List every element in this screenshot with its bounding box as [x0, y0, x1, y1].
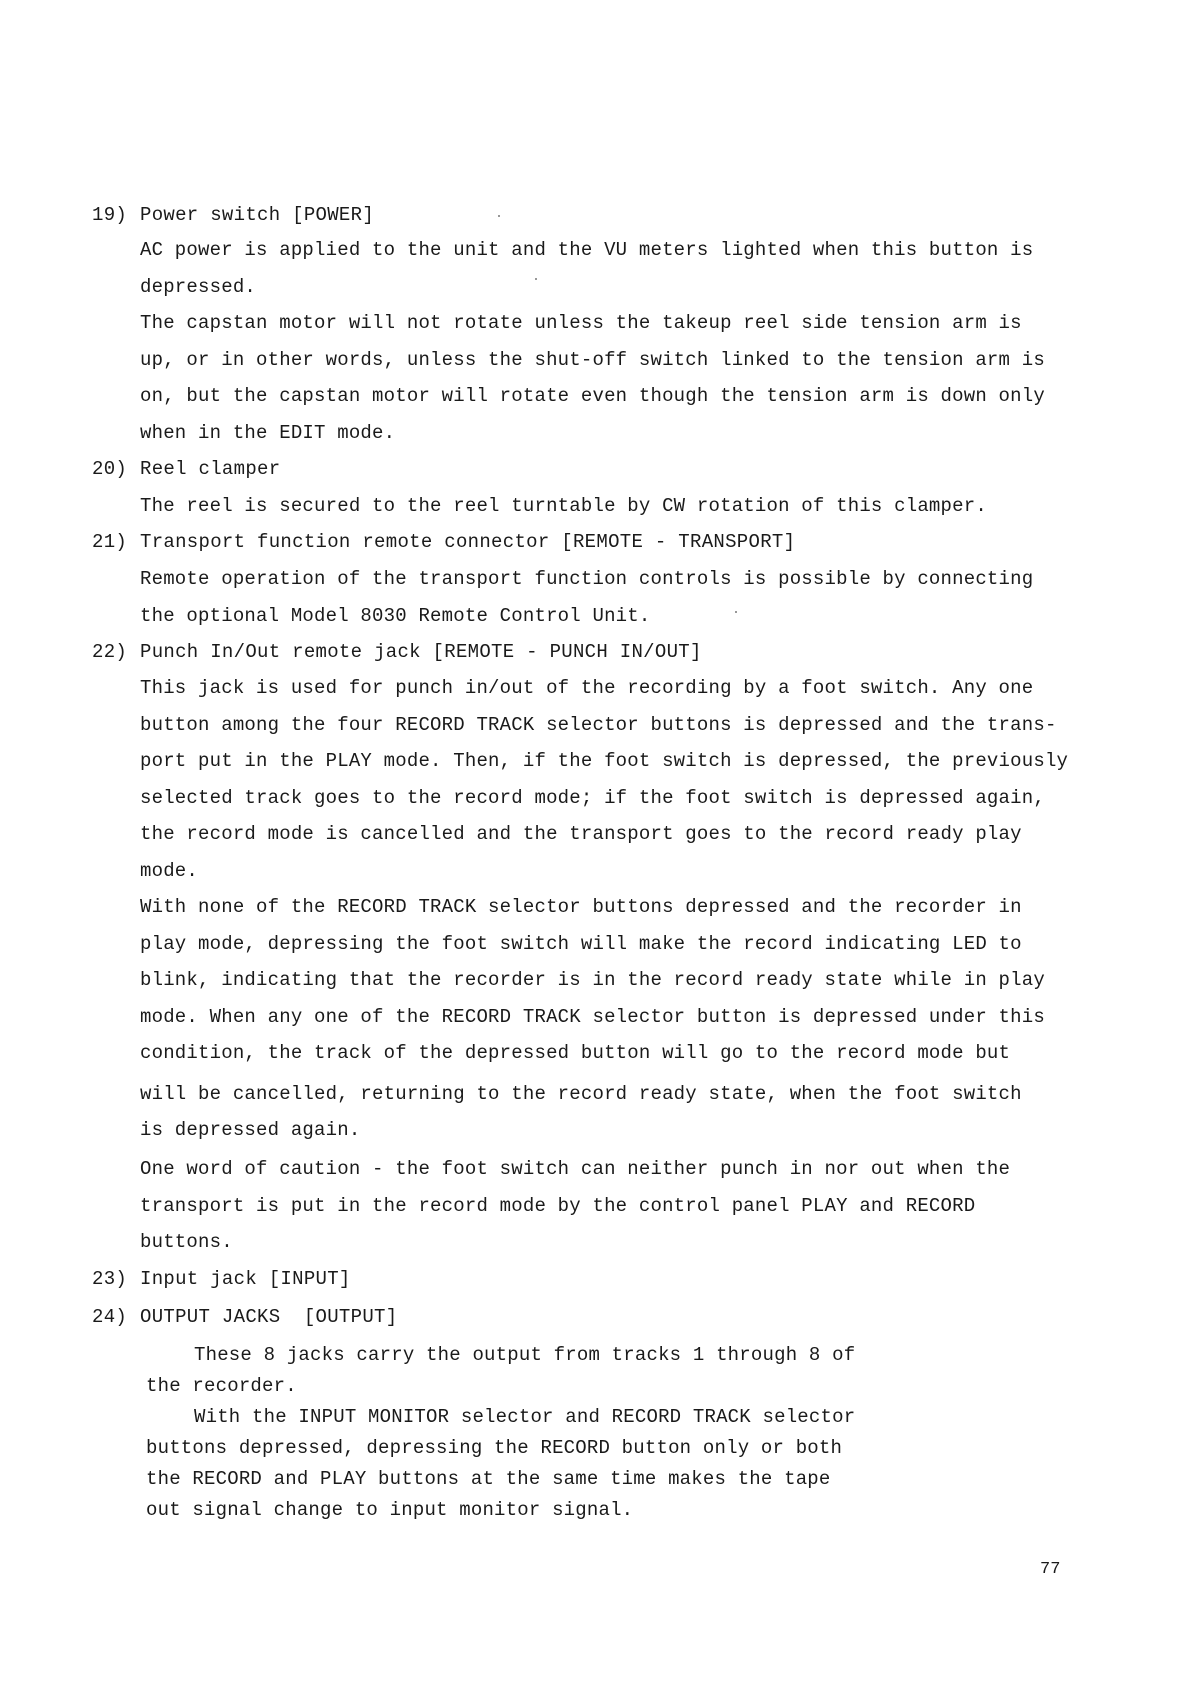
item-21-heading	[92, 524, 795, 560]
item-number: 19)	[92, 204, 128, 226]
text-line: button among the four RECORD TRACK selector buttons is depressed and the trans-	[140, 713, 1057, 736]
item-20-heading	[92, 451, 280, 487]
text-line: the RECORD and PLAY buttons at the same time makes the tape	[146, 1468, 831, 1490]
item-19-heading	[92, 197, 374, 233]
item-20-paragraph-1	[140, 488, 1120, 525]
text-line: the optional Model 8030 Remote Control Unit.	[140, 604, 651, 627]
item-24-paragraph-2	[146, 1402, 906, 1526]
item-title: Input jack [INPUT]	[140, 1268, 351, 1290]
text-line: will be cancelled, returning to the record ready state, when the foot switch	[140, 1082, 1022, 1105]
item-24-heading	[92, 1299, 397, 1335]
text-line: With none of the RECORD TRACK selector buttons depressed and the recorder in	[140, 896, 1022, 918]
item-22-paragraph-1	[140, 670, 1120, 889]
item-number: 21)	[92, 531, 128, 553]
item-title: Reel clamper	[140, 458, 281, 480]
item-title: Power switch [POWER]	[140, 204, 375, 226]
text-line: With the INPUT MONITOR selector and RECORD TRACK selector	[194, 1406, 856, 1428]
text-line: port put in the PLAY mode. Then, if the foot switch is depressed, the previously	[140, 750, 1069, 772]
text-line: selected track goes to the record mode; if the foot switch is depressed again,	[140, 786, 1045, 809]
text-line: the record mode is cancelled and the transport goes to the record ready play	[140, 823, 1022, 845]
text-line: mode.	[140, 859, 199, 882]
text-line: One word of caution - the foot switch can neither punch in nor out when the	[140, 1158, 1011, 1180]
item-22-paragraph-3	[140, 1151, 1120, 1261]
text-line: buttons depressed, depressing the RECORD button only or both	[146, 1437, 843, 1459]
text-line: The capstan motor will not rotate unless the takeup reel side tension arm is	[140, 312, 1022, 334]
item-title: Transport function remote connector [REMOTE - TRANSPORT]	[140, 531, 796, 553]
text-line: play mode, depressing the foot switch will make the record indicating LED to	[140, 932, 1022, 955]
item-number: 23)	[92, 1268, 128, 1290]
text-line: the recorder.	[146, 1375, 297, 1397]
item-19-paragraph-1	[140, 232, 1120, 305]
page-number: 77	[1040, 1560, 1061, 1579]
item-19-paragraph-2	[140, 305, 1120, 451]
item-number: 24)	[92, 1306, 128, 1328]
item-title: Punch In/Out remote jack [REMOTE - PUNCH IN/OUT]	[140, 641, 702, 663]
text-line: depressed.	[140, 275, 257, 298]
text-line: blink, indicating that the recorder is in the record ready state while in play	[140, 969, 1045, 991]
item-22-paragraph-2	[140, 889, 1120, 1149]
text-line: up, or in other words, unless the shut-off switch linked to the tension arm is	[140, 348, 1045, 371]
item-number: 22)	[92, 641, 128, 663]
item-24-paragraph-1	[146, 1340, 906, 1402]
text-line: mode. When any one of the RECORD TRACK selector button is depressed under this	[140, 1005, 1045, 1028]
item-21-paragraph-1	[140, 561, 1120, 634]
text-line: is depressed again.	[140, 1119, 361, 1141]
text-line: AC power is applied to the unit and the VU meters lighted when this button is	[140, 239, 1034, 261]
scan-speck	[498, 215, 500, 217]
text-line: out signal change to input monitor signal.	[146, 1499, 634, 1521]
text-line: These 8 jacks carry the output from tracks 1 through 8 of	[194, 1344, 856, 1366]
text-line: buttons.	[140, 1231, 233, 1253]
item-22-heading	[92, 634, 702, 670]
item-number: 20)	[92, 458, 128, 480]
item-23-heading	[92, 1261, 351, 1297]
scan-speck	[535, 278, 537, 280]
text-line: This jack is used for punch in/out of the recording by a foot switch. Any one	[140, 677, 1034, 699]
text-line: transport is put in the record mode by the control panel PLAY and RECORD	[140, 1194, 976, 1217]
text-line: Remote operation of the transport function controls is possible by connecting	[140, 568, 1034, 590]
text-line: condition, the track of the depressed button will go to the record mode but	[140, 1042, 1011, 1064]
text-line: The reel is secured to the reel turntable by CW rotation of this clamper.	[140, 495, 987, 517]
item-title: OUTPUT JACKS [OUTPUT]	[140, 1306, 398, 1328]
text-line: on, but the capstan motor will rotate even though the tension arm is down only	[140, 385, 1045, 407]
text-line: when in the EDIT mode.	[140, 421, 396, 444]
scan-speck	[735, 611, 737, 613]
